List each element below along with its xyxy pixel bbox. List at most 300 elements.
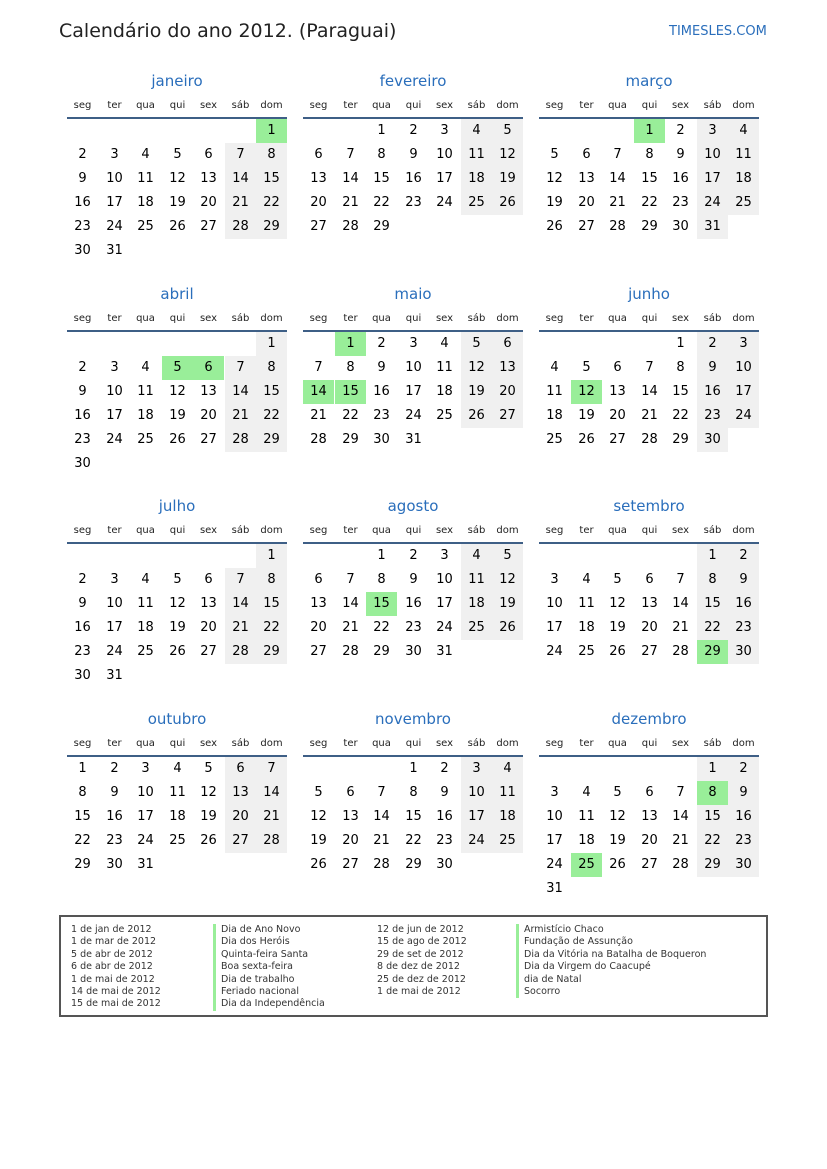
day-cell: 3 [110, 147, 119, 162]
weekday-header: sáb [703, 525, 722, 536]
day-cell: 29 [672, 432, 689, 447]
day-cell: 19 [609, 620, 626, 635]
day-cell: 18 [436, 384, 453, 399]
weekday-header: sex [435, 738, 454, 749]
day-cell: 13 [342, 809, 359, 824]
day-cell: 18 [546, 408, 563, 423]
day-cell: 31 [405, 432, 422, 447]
weekday-header: ter [343, 738, 358, 749]
month-header-rule [67, 542, 287, 544]
weekday-header: ter [343, 100, 358, 111]
day-cell: 18 [578, 620, 595, 635]
day-cell: 22 [342, 408, 359, 423]
day-cell: 27 [641, 857, 658, 872]
holiday-legend [59, 915, 768, 1017]
day-cell: 1 [409, 761, 418, 776]
day-cell: 13 [492, 356, 523, 380]
day-cell: 2 [377, 336, 386, 351]
day-cell: 21 [342, 620, 359, 635]
day-cell: 16 [74, 195, 91, 210]
day-cell: 6 [314, 147, 323, 162]
day-cell: 10 [137, 785, 154, 800]
day-cell: 8 [346, 360, 355, 375]
day-cell: 4 [728, 119, 759, 143]
month-name: julho [158, 497, 196, 515]
day-cell: 10 [405, 360, 422, 375]
day-cell: 21 [256, 805, 287, 829]
legend-date: 14 de mai de 2012 [71, 985, 161, 997]
holiday-day-cell: 8 [697, 781, 728, 805]
legend-date: 5 de abr de 2012 [71, 948, 153, 960]
weekday-header: dom [732, 100, 755, 111]
day-cell: 19 [578, 408, 595, 423]
day-cell: 17 [546, 833, 563, 848]
day-cell: 26 [461, 404, 492, 428]
day-cell: 24 [405, 408, 422, 423]
day-cell: 13 [200, 384, 217, 399]
month-name: outubro [147, 710, 207, 728]
day-cell: 5 [173, 572, 182, 587]
day-cell: 16 [672, 171, 689, 186]
day-cell: 23 [405, 620, 422, 635]
day-cell: 30 [697, 428, 728, 452]
weekday-header: seg [309, 100, 328, 111]
page-title: Calendário do ano 2012. (Paraguai) [59, 20, 397, 42]
weekday-header: sáb [467, 313, 486, 324]
legend-date: 1 de mar de 2012 [71, 936, 157, 948]
legend-date: 6 de abr de 2012 [71, 961, 153, 973]
day-cell: 8 [377, 147, 386, 162]
day-cell: 22 [405, 833, 422, 848]
day-cell: 23 [728, 616, 759, 640]
holiday-day-cell: 15 [335, 380, 366, 404]
day-cell: 18 [137, 620, 154, 635]
day-cell: 3 [461, 757, 492, 781]
day-cell: 2 [78, 572, 87, 587]
day-cell: 10 [106, 596, 123, 611]
day-cell: 1 [697, 544, 728, 568]
day-cell: 24 [106, 219, 123, 234]
day-cell: 6 [204, 572, 213, 587]
day-cell: 20 [200, 408, 217, 423]
day-cell: 27 [200, 432, 217, 447]
day-cell: 28 [225, 428, 256, 452]
day-cell: 10 [461, 781, 492, 805]
legend-holiday-name: Boa sexta-feira [213, 961, 325, 973]
month-name: janeiro [151, 72, 203, 90]
day-cell: 25 [436, 408, 453, 423]
day-cell: 3 [550, 572, 559, 587]
weekday-header: seg [73, 313, 92, 324]
day-cell: 14 [256, 781, 287, 805]
day-cell: 1 [676, 336, 685, 351]
day-cell: 24 [728, 404, 759, 428]
day-cell: 13 [641, 809, 658, 824]
day-cell: 15 [641, 171, 658, 186]
holiday-day-cell: 1 [634, 119, 665, 143]
day-cell: 7 [314, 360, 323, 375]
weekday-header: seg [309, 313, 328, 324]
day-cell: 29 [373, 644, 390, 659]
day-cell: 29 [697, 853, 728, 877]
day-cell: 28 [609, 219, 626, 234]
legend-holiday-name: Dia de Ano Novo [213, 924, 325, 936]
weekday-header: dom [732, 525, 755, 536]
month-name: agosto [387, 497, 439, 515]
day-cell: 12 [546, 171, 563, 186]
weekday-header: qua [372, 525, 391, 536]
day-cell: 24 [106, 432, 123, 447]
day-cell: 28 [342, 219, 359, 234]
day-cell: 19 [169, 408, 186, 423]
weekday-header: dom [260, 738, 283, 749]
day-cell: 8 [256, 568, 287, 592]
day-cell: 19 [169, 620, 186, 635]
day-cell: 24 [546, 857, 563, 872]
day-cell: 26 [609, 644, 626, 659]
day-cell: 16 [697, 380, 728, 404]
weekday-header: seg [73, 100, 92, 111]
day-cell: 3 [141, 761, 150, 776]
weekday-header: sáb [703, 738, 722, 749]
weekday-header: seg [309, 738, 328, 749]
day-cell: 27 [641, 644, 658, 659]
weekday-header: ter [579, 525, 594, 536]
day-cell: 30 [74, 668, 91, 683]
month-name: maio [394, 285, 432, 303]
weekday-header: sáb [231, 738, 250, 749]
day-cell: 4 [141, 147, 150, 162]
day-cell: 11 [137, 596, 154, 611]
weekday-header: qui [405, 313, 422, 324]
day-cell: 10 [106, 384, 123, 399]
day-cell: 20 [492, 380, 523, 404]
day-cell: 25 [137, 644, 154, 659]
day-cell: 24 [461, 829, 492, 853]
weekday-header: qua [608, 525, 627, 536]
day-cell: 21 [641, 408, 658, 423]
day-cell: 6 [314, 572, 323, 587]
day-cell: 1 [697, 757, 728, 781]
day-cell: 15 [256, 167, 287, 191]
day-cell: 18 [461, 167, 492, 191]
day-cell: 11 [137, 171, 154, 186]
day-cell: 10 [106, 171, 123, 186]
day-cell: 8 [645, 147, 654, 162]
day-cell: 19 [609, 833, 626, 848]
day-cell: 2 [440, 761, 449, 776]
weekday-header: sáb [703, 313, 722, 324]
day-cell: 6 [582, 147, 591, 162]
day-cell: 16 [106, 809, 123, 824]
weekday-header: qua [372, 313, 391, 324]
day-cell: 9 [110, 785, 119, 800]
day-cell: 3 [110, 572, 119, 587]
day-cell: 12 [169, 384, 186, 399]
day-cell: 17 [461, 805, 492, 829]
day-cell: 29 [641, 219, 658, 234]
day-cell: 30 [436, 857, 453, 872]
day-cell: 23 [74, 432, 91, 447]
month-header-rule [67, 117, 287, 119]
day-cell: 31 [697, 215, 728, 239]
day-cell: 10 [546, 809, 563, 824]
legend-date: 12 de jun de 2012 [377, 924, 464, 935]
day-cell: 29 [256, 215, 287, 239]
day-cell: 2 [78, 147, 87, 162]
day-cell: 11 [461, 568, 492, 592]
day-cell: 14 [225, 380, 256, 404]
day-cell: 13 [609, 384, 626, 399]
day-cell: 17 [106, 620, 123, 635]
weekday-header: sex [199, 313, 218, 324]
day-cell: 31 [106, 243, 123, 258]
day-cell: 8 [676, 360, 685, 375]
day-cell: 19 [200, 809, 217, 824]
legend-names-column-2 [516, 924, 706, 998]
legend-holiday-name: Feriado nacional [213, 986, 325, 998]
day-cell: 27 [225, 829, 256, 853]
day-cell: 12 [200, 785, 217, 800]
day-cell: 18 [492, 805, 523, 829]
day-cell: 30 [728, 853, 759, 877]
weekday-header: qui [641, 525, 658, 536]
day-cell: 20 [200, 620, 217, 635]
day-cell: 9 [728, 781, 759, 805]
day-cell: 1 [256, 544, 287, 568]
weekday-header: seg [309, 525, 328, 536]
day-cell: 8 [78, 785, 87, 800]
day-cell: 30 [74, 456, 91, 471]
weekday-header: sex [671, 100, 690, 111]
weekday-header: sex [435, 313, 454, 324]
weekday-header: sex [199, 100, 218, 111]
day-cell: 14 [342, 596, 359, 611]
weekday-header: seg [545, 100, 564, 111]
holiday-day-cell: 1 [256, 119, 287, 143]
site-link[interactable]: TIMESLES.COM [669, 24, 767, 39]
weekday-header: ter [343, 525, 358, 536]
day-cell: 6 [346, 785, 355, 800]
day-cell: 17 [697, 167, 728, 191]
weekday-header: sex [199, 525, 218, 536]
day-cell: 25 [461, 616, 492, 640]
day-cell: 23 [405, 195, 422, 210]
day-cell: 13 [310, 596, 327, 611]
day-cell: 6 [645, 572, 654, 587]
weekday-header: qui [641, 313, 658, 324]
day-cell: 17 [106, 408, 123, 423]
holiday-day-cell: 25 [571, 853, 602, 877]
day-cell: 16 [436, 809, 453, 824]
month-name: fevereiro [379, 72, 447, 90]
day-cell: 4 [582, 572, 591, 587]
day-cell: 7 [676, 785, 685, 800]
day-cell: 20 [310, 195, 327, 210]
weekday-header: qui [405, 738, 422, 749]
day-cell: 10 [728, 356, 759, 380]
day-cell: 30 [74, 243, 91, 258]
weekday-header: qui [169, 525, 186, 536]
day-cell: 1 [377, 548, 386, 563]
legend-date: 8 de dez de 2012 [377, 961, 460, 973]
day-cell: 16 [74, 620, 91, 635]
day-cell: 9 [78, 384, 87, 399]
day-cell: 6 [613, 360, 622, 375]
day-cell: 9 [728, 568, 759, 592]
weekday-header: dom [260, 100, 283, 111]
day-cell: 13 [200, 171, 217, 186]
legend-date: 1 de jan de 2012 [71, 924, 152, 935]
day-cell: 26 [609, 857, 626, 872]
day-cell: 19 [169, 195, 186, 210]
weekday-header: dom [496, 313, 519, 324]
day-cell: 25 [169, 833, 186, 848]
month-header-rule [67, 330, 287, 332]
day-cell: 15 [697, 592, 728, 616]
day-cell: 18 [461, 592, 492, 616]
day-cell: 5 [314, 785, 323, 800]
weekday-header: qua [372, 100, 391, 111]
day-cell: 24 [106, 644, 123, 659]
day-cell: 3 [440, 548, 449, 563]
legend-holiday-name: Dia da Independência [213, 998, 325, 1010]
day-cell: 14 [225, 167, 256, 191]
day-cell: 17 [436, 171, 453, 186]
day-cell: 20 [609, 408, 626, 423]
day-cell: 9 [697, 356, 728, 380]
day-cell: 17 [728, 380, 759, 404]
day-cell: 6 [204, 147, 213, 162]
month-name: setembro [613, 497, 685, 515]
day-cell: 31 [106, 668, 123, 683]
day-cell: 18 [728, 167, 759, 191]
day-cell: 4 [550, 360, 559, 375]
day-cell: 29 [342, 432, 359, 447]
day-cell: 22 [256, 616, 287, 640]
day-cell: 16 [74, 408, 91, 423]
day-cell: 2 [409, 548, 418, 563]
day-cell: 25 [728, 191, 759, 215]
weekday-header: seg [73, 525, 92, 536]
day-cell: 27 [200, 644, 217, 659]
weekday-header: qui [405, 100, 422, 111]
day-cell: 19 [492, 167, 523, 191]
legend-date: 25 de dez de 2012 [377, 973, 466, 985]
day-cell: 4 [582, 785, 591, 800]
day-cell: 14 [342, 171, 359, 186]
day-cell: 26 [578, 432, 595, 447]
day-cell: 2 [676, 123, 685, 138]
day-cell: 7 [377, 785, 386, 800]
day-cell: 22 [373, 195, 390, 210]
day-cell: 20 [641, 833, 658, 848]
holiday-day-cell: 1 [335, 332, 366, 356]
day-cell: 1 [256, 332, 287, 356]
day-cell: 17 [405, 384, 422, 399]
holiday-day-cell: 29 [697, 640, 728, 664]
weekday-header: dom [260, 313, 283, 324]
day-cell: 3 [110, 360, 119, 375]
day-cell: 31 [137, 857, 154, 872]
day-cell: 4 [440, 336, 449, 351]
day-cell: 9 [676, 147, 685, 162]
day-cell: 7 [225, 356, 256, 380]
legend-holiday-name: Dia da Vitória na Batalha de Boqueron [516, 949, 706, 961]
day-cell: 14 [641, 384, 658, 399]
day-cell: 25 [546, 432, 563, 447]
day-cell: 11 [436, 360, 453, 375]
day-cell: 21 [310, 408, 327, 423]
weekday-header: ter [107, 738, 122, 749]
day-cell: 25 [461, 191, 492, 215]
day-cell: 28 [256, 829, 287, 853]
day-cell: 29 [256, 428, 287, 452]
weekday-header: qui [169, 100, 186, 111]
day-cell: 14 [672, 809, 689, 824]
day-cell: 30 [405, 644, 422, 659]
day-cell: 29 [74, 857, 91, 872]
day-cell: 20 [225, 805, 256, 829]
day-cell: 22 [641, 195, 658, 210]
day-cell: 13 [578, 171, 595, 186]
day-cell: 28 [225, 215, 256, 239]
weekday-header: seg [545, 738, 564, 749]
day-cell: 26 [169, 432, 186, 447]
day-cell: 27 [578, 219, 595, 234]
day-cell: 11 [728, 143, 759, 167]
weekday-header: dom [496, 100, 519, 111]
day-cell: 27 [492, 404, 523, 428]
holiday-day-cell: 6 [193, 356, 224, 380]
weekday-header: ter [107, 525, 122, 536]
day-cell: 5 [173, 147, 182, 162]
day-cell: 29 [405, 857, 422, 872]
day-cell: 29 [256, 640, 287, 664]
day-cell: 2 [110, 761, 119, 776]
day-cell: 8 [697, 568, 728, 592]
day-cell: 22 [373, 620, 390, 635]
day-cell: 26 [492, 191, 523, 215]
day-cell: 12 [461, 356, 492, 380]
weekday-header: dom [732, 313, 755, 324]
legend-date: 15 de mai de 2012 [71, 998, 161, 1010]
day-cell: 25 [137, 219, 154, 234]
day-cell: 14 [609, 171, 626, 186]
day-cell: 22 [697, 616, 728, 640]
day-cell: 8 [256, 356, 287, 380]
day-cell: 24 [137, 833, 154, 848]
day-cell: 18 [169, 809, 186, 824]
day-cell: 12 [169, 596, 186, 611]
day-cell: 20 [310, 620, 327, 635]
day-cell: 14 [225, 592, 256, 616]
day-cell: 3 [409, 336, 418, 351]
day-cell: 11 [492, 781, 523, 805]
day-cell: 15 [74, 809, 91, 824]
day-cell: 24 [436, 195, 453, 210]
day-cell: 2 [728, 757, 759, 781]
day-cell: 26 [546, 219, 563, 234]
day-cell: 6 [225, 757, 256, 781]
day-cell: 24 [697, 191, 728, 215]
day-cell: 3 [728, 332, 759, 356]
legend-date: 15 de ago de 2012 [377, 936, 467, 948]
day-cell: 21 [225, 191, 256, 215]
day-cell: 28 [641, 432, 658, 447]
day-cell: 24 [546, 644, 563, 659]
day-cell: 21 [225, 616, 256, 640]
